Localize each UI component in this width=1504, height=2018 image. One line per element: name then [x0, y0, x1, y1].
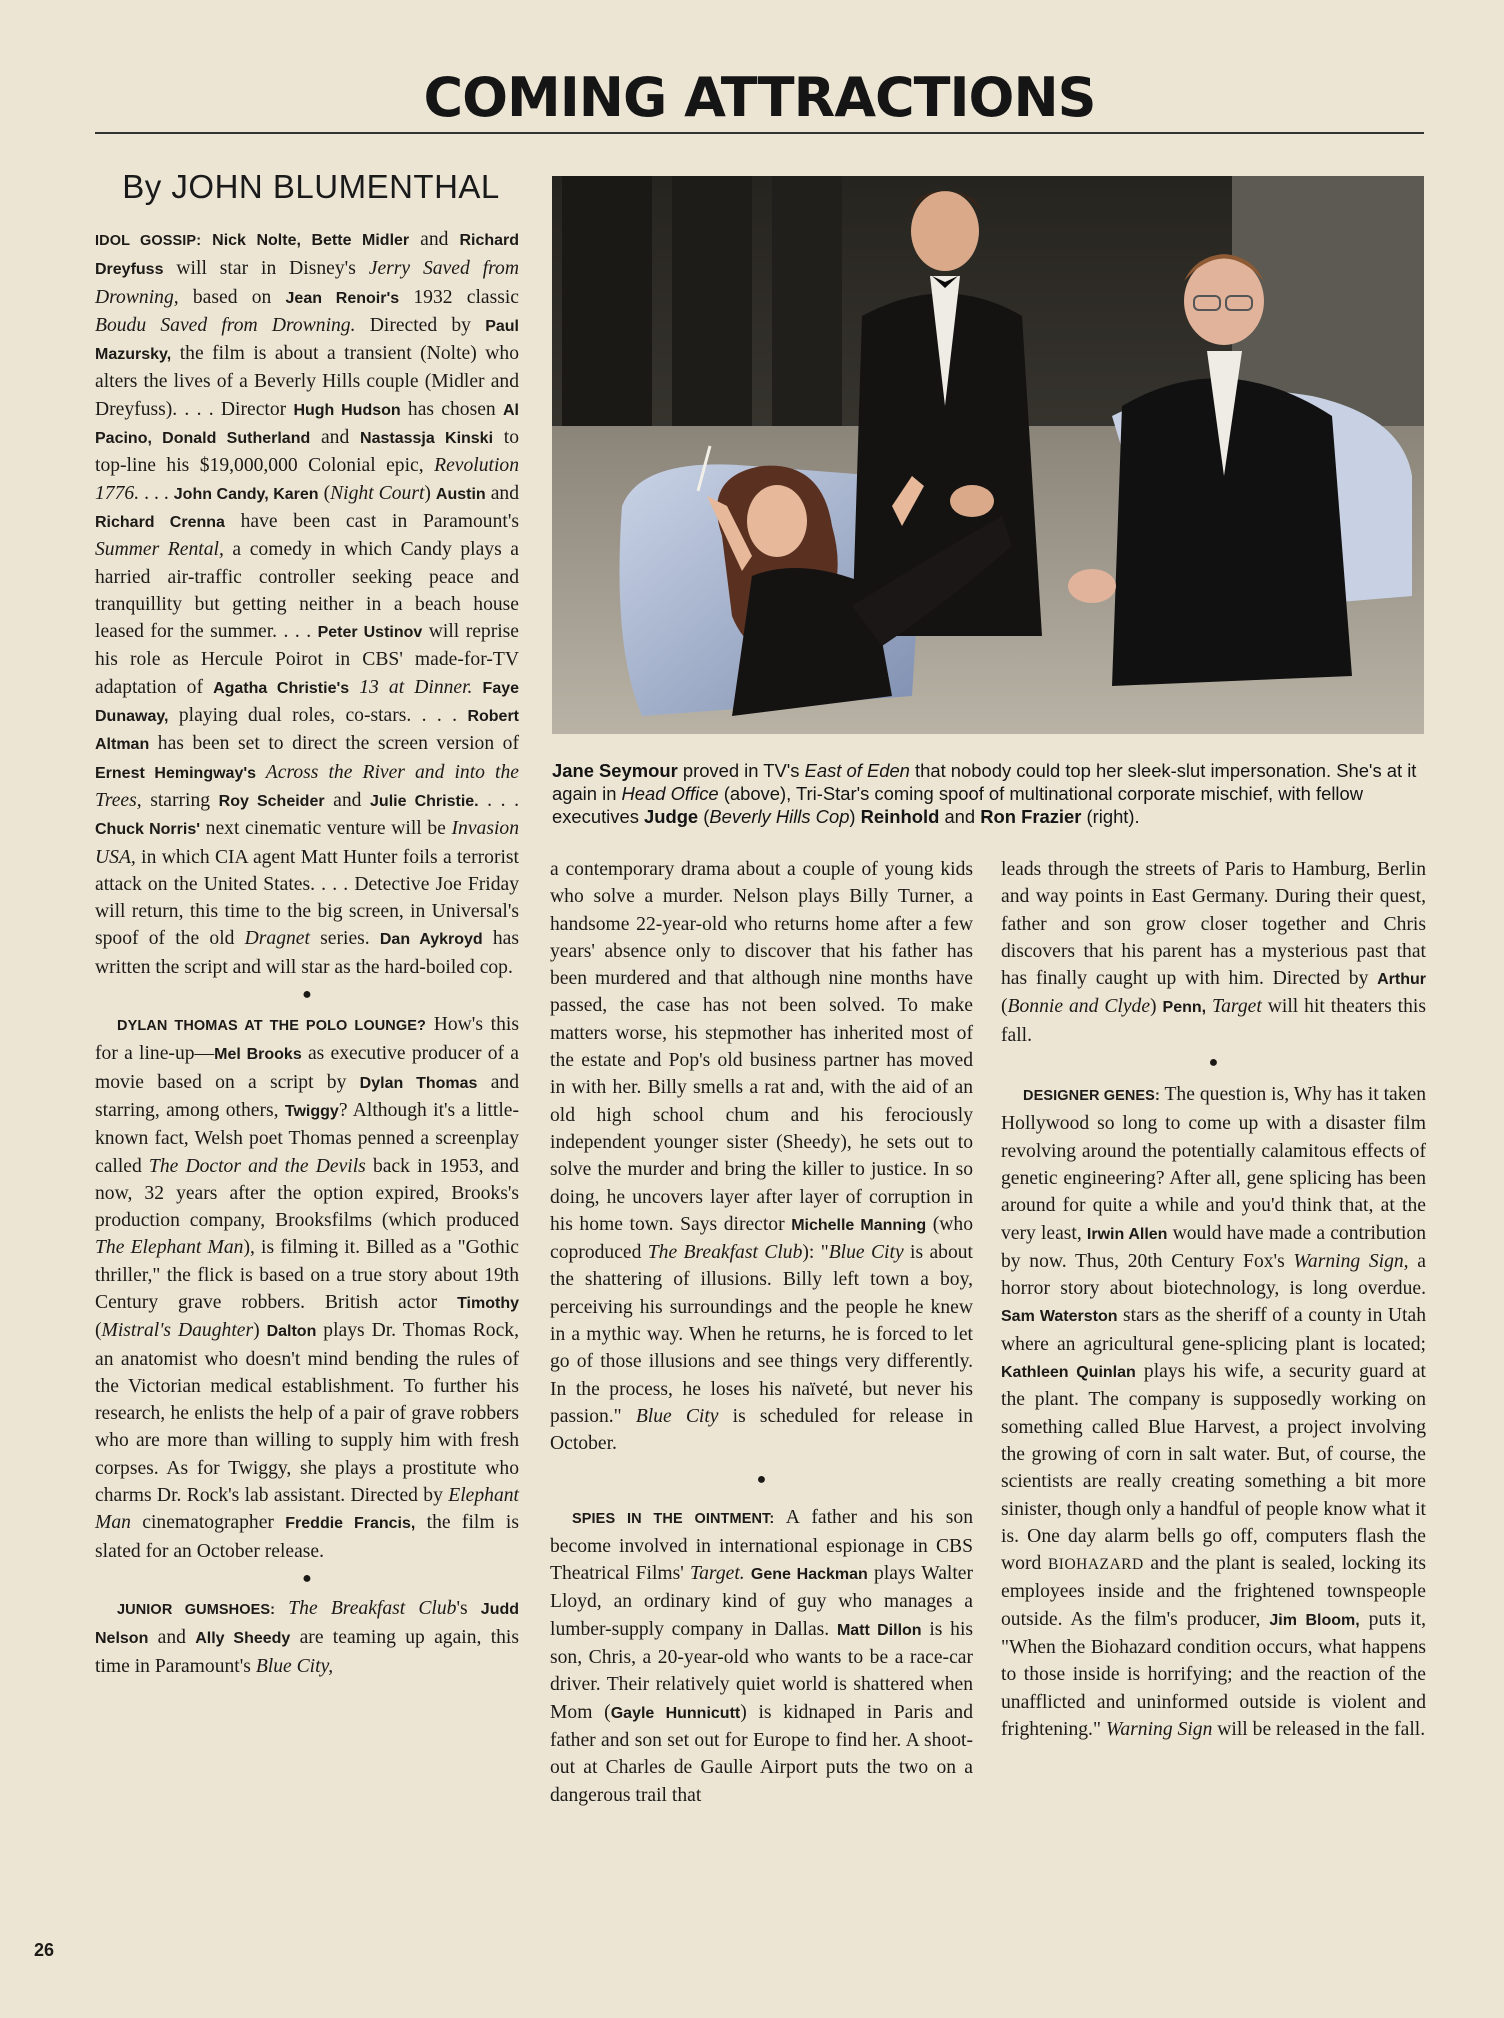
paragraph-idol-gossip: [95, 226, 519, 981]
text: plays Dr. Thomas Rock, an anatomist who doesn't mind bending the rules of the Victorian medical establishment. To further his research, he enlists the help of a pair of grave robbers who are more than willing to supply him with fresh corpses. As for Twiggy, she plays a prostitute who charms Dr. Rock's lab assistant. Directed by: [95, 1320, 519, 1507]
text: ): [253, 1320, 267, 1342]
name: Arthur: [1377, 971, 1426, 989]
title: The Elephant Man: [95, 1237, 244, 1259]
article-column-2: [550, 856, 973, 1809]
text: as executive producer of a movie based on a script by: [95, 1043, 520, 1093]
biohazard-word: BIOHAZARD: [1047, 1556, 1144, 1574]
text: back in 1953, and now, 32 years after the option expired, Brooks's production company, Brooksfilms (which produced: [95, 1155, 519, 1232]
text: 1932 classic: [399, 286, 519, 308]
text: and starring, among others,: [95, 1071, 519, 1121]
text: ? Although it's a little-known fact, Welsh poet Thomas penned a screenplay called: [95, 1099, 519, 1177]
text: a contemporary drama about a couple of young kids who solve a murder. Nelson plays Billy Turner, a handsome 22-year-old who returns home after a few years' absence only to discover that his father has been murdered and that although nine months have passed, the case has not been solved. To make matters worse, his stepmother has inherited most of the estate and Pop's old business partner has moved in with her. Billy smells a rat and, with the aid of an old high school chum and his ferociously independent younger sister (Sheedy), he sets out to solve the murder and bring the killer to justice. In so doing, he uncovers layer after layer of corruption in his home town. Says director: [550, 859, 973, 1235]
byline: By JOHN BLUMENTHAL: [122, 168, 500, 205]
section-kicker: DYLAN THOMAS AT THE POLO LOUNGE?: [117, 1018, 426, 1035]
name: Matt Dillon: [836, 1621, 922, 1639]
caption-text: (above), Tri-Star's coming spoof of multinational corporate mischief, with fellow executives: [552, 783, 1364, 827]
caption-name: Jane Seymour: [552, 760, 678, 781]
text: [472, 677, 482, 698]
name: Faye Dunaway,: [95, 679, 520, 726]
page-title: COMING ATTRACTIONS: [423, 66, 1096, 129]
text: and: [310, 427, 361, 449]
name: Chuck Norris': [95, 821, 201, 839]
name: Michelle Manning: [791, 1216, 927, 1234]
name: Sam Waterston: [1001, 1308, 1118, 1326]
text: and the plant is sealed, locking its employees inside and the frightened townspeople outside. As the film's producer,: [1001, 1553, 1426, 1630]
title: Dragnet: [244, 928, 310, 950]
title: Bonnie and Clyde: [1007, 996, 1151, 1018]
text: . . .: [139, 482, 174, 504]
text: is about the shattering of illusions. Billy left town a boy, perceiving his surroundings and the people he knew in a mythic way. When he returns, he is forced to let go of those illusions and see things very differently. In the process, he loses his naïveté, but never his passion.": [550, 1242, 973, 1427]
photo-illustration: [552, 176, 1424, 734]
caption-title: Beverly Hills Cop: [709, 806, 850, 827]
title: Blue City: [635, 1405, 719, 1427]
name: Hugh Hudson: [293, 401, 401, 419]
text: cinematographer: [130, 1512, 286, 1534]
caption-name: Ron Frazier: [980, 806, 1082, 827]
text: playing dual roles, co-stars. . . .: [168, 705, 468, 727]
title-rule: [95, 132, 1424, 134]
text: will star in Disney's: [163, 258, 369, 280]
text: 's: [456, 1597, 481, 1619]
text: next cinematic venture will be: [200, 818, 452, 840]
paragraph-spies: [550, 1504, 973, 1809]
name: Timothy: [457, 1294, 519, 1312]
text: is his son, Chris, a 20-year-old who wants to be a race-car driver. Their relatively quiet world is shattered when Mom (: [550, 1618, 974, 1723]
section-kicker: JUNIOR GUMSHOES:: [117, 1601, 276, 1618]
name: Al Pacino, Donald Sutherland: [95, 401, 519, 448]
name: Freddie Francis,: [285, 1515, 416, 1533]
text: A father and his son become involved in international espionage in CBS Theatrical Films': [550, 1506, 974, 1585]
article-column-3: [1001, 856, 1426, 1743]
title: Revolution 1776.: [95, 455, 519, 504]
caption-name: Reinhold: [860, 806, 940, 827]
title: Warning Sign,: [1293, 1250, 1409, 1272]
paragraph-junior-gumshoes: [95, 1595, 519, 1680]
name: Richard Crenna: [95, 513, 225, 531]
text: ): [1150, 996, 1163, 1018]
text: (: [1001, 996, 1008, 1018]
section-kicker: IDOL GOSSIP:: [95, 233, 202, 249]
caption-text: ): [849, 806, 861, 827]
title: Jerry Saved from Drowning,: [95, 258, 519, 308]
text: is scheduled for release in October.: [550, 1405, 974, 1455]
text: plays his wife, a security guard at the plant. The company is supposedly working on something called Blue Harvest, a project involving the growing of corn in salt water. But, of course, the scientists are really creating something a bit more sinister, though only a handful of people know what it is. One day alarm bells go off, computers flash the word: [1001, 1361, 1427, 1575]
photo-caption: [552, 759, 1428, 828]
text: ): [424, 482, 436, 504]
text: are teaming up again, this time in Paramount's: [95, 1627, 520, 1677]
text: starring: [141, 789, 219, 811]
title: Across the River and into the Trees,: [95, 761, 519, 811]
text: has chosen: [400, 398, 503, 420]
name: Dan Aykroyd: [379, 931, 483, 949]
name: Jean Renoir's: [285, 289, 400, 307]
text: ): ": [802, 1242, 829, 1264]
text: to top-line his $19,000,000 Colonial epic,: [95, 427, 520, 477]
name: Julie Christie.: [370, 792, 479, 810]
section-kicker: SPIES IN THE OINTMENT:: [572, 1510, 775, 1527]
name: Austin: [435, 485, 486, 503]
text: (who coproduced: [550, 1213, 974, 1264]
section-bullet: ●: [302, 986, 312, 1004]
name: Twiggy: [284, 1102, 339, 1120]
name: Dylan Thomas: [359, 1074, 478, 1092]
name: Mel Brooks: [214, 1046, 302, 1064]
name: Dalton: [266, 1323, 317, 1341]
text: (: [318, 482, 331, 504]
article-column-1: [95, 226, 519, 1680]
title: Target.: [690, 1563, 745, 1585]
caption-text: proved in TV's: [677, 760, 805, 781]
name: Kathleen Quinlan: [1001, 1364, 1136, 1382]
name: Paul Mazursky,: [95, 317, 519, 364]
text: in which CIA agent Matt Hunter foils a terrorist attack on the United States. . . . Detective Joe Friday will return, this time to the big screen, in Universal's spoof of the old: [95, 846, 519, 950]
text: has written the script and will star as the hard-boiled cop.: [95, 928, 519, 978]
text: will reprise his role as Hercule Poirot in CBS' made-for-TV adaptation of: [95, 621, 520, 698]
title: Elephant Man: [95, 1485, 519, 1534]
text: a horror story about biotechnology, is long overdue.: [1001, 1250, 1426, 1300]
title: Warning Sign: [1105, 1718, 1213, 1740]
name: Nastassja Kinski: [360, 430, 494, 448]
text: and: [324, 789, 371, 811]
paragraph-designer-genes: [1001, 1081, 1426, 1743]
text: will hit theaters this fall.: [1001, 996, 1426, 1046]
caption-title: Head Office: [621, 783, 719, 804]
caption-name: Judge: [644, 806, 699, 827]
text: How's this for a line-up—: [95, 1014, 519, 1065]
text: a comedy in which Candy plays a harried air-traffic controller seeking peace and tranquillity but getting neither in a beach house leased for the summer. . . .: [95, 539, 519, 643]
name: Irwin Allen: [1086, 1225, 1168, 1243]
name: Richard Dreyfuss: [95, 232, 520, 279]
text: . . .: [478, 789, 520, 811]
text: have been cast in Paramount's: [224, 510, 520, 532]
name: Judd Nelson: [95, 1600, 520, 1648]
title: Invasion USA,: [95, 818, 519, 868]
name: Roy Scheider: [218, 792, 325, 810]
text: The question is, Why has it taken Hollywood so long to come up with a disaster film revolving around the potentially calamitous effects of genetic engineering? After all, gene splicing has been around for quite a while and you'd think that, at the very least,: [1001, 1084, 1426, 1244]
text: stars as the sheriff of a county in Utah where an agricultural gene-splicing plant is located;: [1001, 1305, 1426, 1355]
name: Agatha Christie's: [213, 679, 350, 697]
text: ) is kidnaped in Paris and father and son set out for Europe to find her. A shoot-out at Charles de Gaulle Airport puts the two on a dangerous trail that: [550, 1701, 973, 1806]
paragraph-dylan-thomas: [95, 1011, 519, 1565]
caption-text: that nobody could top her sleek-slut impersonation. She's at it again in: [552, 760, 1417, 804]
section-bullet: ●: [1208, 1054, 1219, 1072]
text: and: [409, 229, 460, 250]
section-bullet: ●: [756, 1470, 767, 1488]
title: Summer Rental,: [95, 539, 224, 561]
section-kicker: DESIGNER GENES:: [1023, 1088, 1160, 1105]
text: the film is about a transient (Nolte) who alters the lives of a Beverly Hills couple (Midler and Dreyfuss). . . . Director: [95, 343, 519, 420]
text: ), is filming it. Billed as a "Gothic thriller," the flick is based on a true story about 19th Century grave robbers. British actor: [95, 1237, 519, 1313]
title: The Breakfast Club: [288, 1597, 457, 1619]
text: would have made a contribution by now. Thus, 20th Century Fox's: [1001, 1222, 1426, 1272]
title: The Doctor and the Devils: [148, 1155, 366, 1177]
caption-title: East of Eden: [804, 760, 910, 781]
title: Blue City: [828, 1242, 904, 1264]
caption-text: (: [698, 806, 710, 827]
text: based on: [178, 286, 286, 308]
text: plays Walter Lloyd, an ordinary kind of guy who manages a lumber-supply company in Dallas.: [550, 1563, 973, 1640]
title: Boudu Saved from Drowning.: [95, 314, 356, 336]
title: The Breakfast Club: [647, 1242, 803, 1264]
name: Peter Ustinov: [317, 624, 423, 642]
text: will be released in the fall.: [1212, 1718, 1426, 1740]
name: Jim Bloom,: [1269, 1611, 1360, 1629]
text: and: [485, 482, 519, 504]
section-bullet: ●: [302, 1569, 312, 1587]
name: Gene Hackman: [750, 1566, 868, 1584]
paragraph-spies-cont: [1001, 856, 1426, 1049]
text: the film is slated for an October release.: [95, 1512, 520, 1562]
name: Ernest Hemingway's: [95, 764, 257, 782]
caption-text: (right).: [1081, 806, 1140, 827]
title: Target: [1212, 996, 1262, 1018]
title: Night Court: [330, 482, 425, 504]
text: series.: [309, 928, 380, 950]
text: and: [148, 1627, 196, 1649]
photo-head-office: [552, 176, 1424, 734]
title: Blue City,: [255, 1655, 334, 1677]
text: leads through the streets of Paris to Hamburg, Berlin and way points in East Germany. During their quest, father and son grow closer together and Chris discovers that his parent has a mysterious past that has finally caught up with him. Directed by: [1001, 859, 1426, 990]
name: Ally Sheedy: [195, 1630, 291, 1648]
name: John Candy, Karen: [173, 485, 319, 503]
name: Nick Nolte, Bette Midler: [212, 232, 410, 249]
page-number: 26: [34, 1940, 55, 1960]
title: Mistral's Daughter: [101, 1320, 254, 1342]
caption-text: and: [939, 806, 981, 827]
title: 13 at Dinner.: [349, 676, 473, 698]
text: has been set to direct the screen version of: [149, 733, 519, 755]
name: Penn,: [1162, 999, 1207, 1017]
text: (: [95, 1320, 102, 1342]
text: Directed by: [355, 314, 486, 336]
name: Gayle Hunnicutt: [610, 1704, 741, 1722]
name: Robert Altman: [95, 708, 519, 754]
paragraph-junior-gumshoes-cont: [550, 856, 973, 1458]
text: puts it, "When the Biohazard condition occurs, what happens to those inside is horrifying; and the reaction of the unafflicted and uninformed outside is violent and frightening.": [1001, 1608, 1426, 1740]
